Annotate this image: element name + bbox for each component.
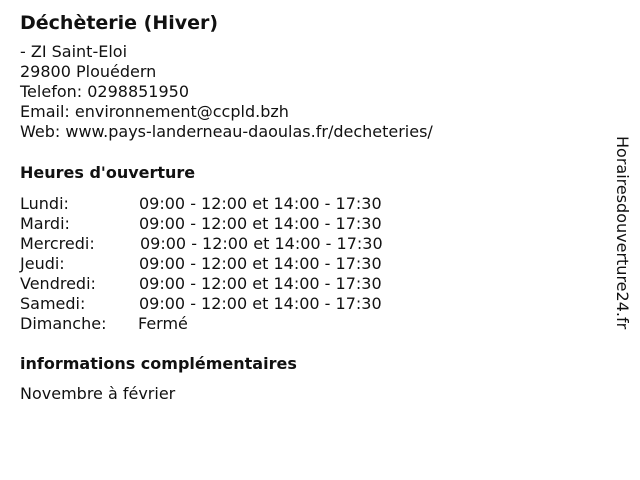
hours-row-tuesday [20, 214, 440, 234]
email-address: Email: environnement@ccpld.bzh [20, 102, 289, 121]
time-range: 09:00 - 12:00 et 14:00 - 17:30 [140, 234, 383, 253]
day-label: Vendredi: [20, 274, 96, 293]
hours-row-friday [20, 274, 440, 294]
hours-row-sunday [20, 314, 440, 334]
hours-row-saturday [20, 294, 440, 314]
hours-row-monday [20, 194, 440, 214]
hours-row-thursday [20, 254, 440, 274]
day-label: Mardi: [20, 214, 70, 233]
day-label: Lundi: [20, 194, 69, 213]
website-link: Web: www.pays-landerneau-daoulas.fr/decheteries/ [20, 122, 433, 141]
additional-info-heading: informations complémentaires [20, 354, 297, 373]
time-range: 09:00 - 12:00 et 14:00 - 17:30 [139, 254, 382, 273]
closed-label: Fermé [138, 314, 188, 333]
time-range: 09:00 - 12:00 et 14:00 - 17:30 [139, 274, 382, 293]
day-label: Jeudi: [20, 254, 65, 273]
day-label: Samedi: [20, 294, 86, 313]
address-line: - ZI Saint-Eloi [20, 42, 128, 61]
time-range: 09:00 - 12:00 et 14:00 - 17:30 [139, 294, 382, 313]
time-range: 09:00 - 12:00 et 14:00 - 17:30 [139, 194, 382, 213]
opening-hours-table [20, 194, 440, 334]
time-range: 09:00 - 12:00 et 14:00 - 17:30 [139, 214, 382, 233]
page-title: Déchèterie (Hiver) [20, 12, 219, 34]
opening-hours-heading: Heures d'ouverture [20, 163, 196, 182]
day-label: Mercredi: [20, 234, 95, 253]
site-watermark: Horairesdouverture24.fr [613, 136, 632, 330]
postal-city: 29800 Plouédern [20, 62, 157, 81]
contact-info [20, 42, 433, 142]
phone-number: Telefon: 0298851950 [20, 82, 190, 101]
day-label: Dimanche: [20, 314, 107, 333]
additional-info-text: Novembre à février [20, 384, 176, 403]
hours-row-wednesday [20, 234, 440, 254]
